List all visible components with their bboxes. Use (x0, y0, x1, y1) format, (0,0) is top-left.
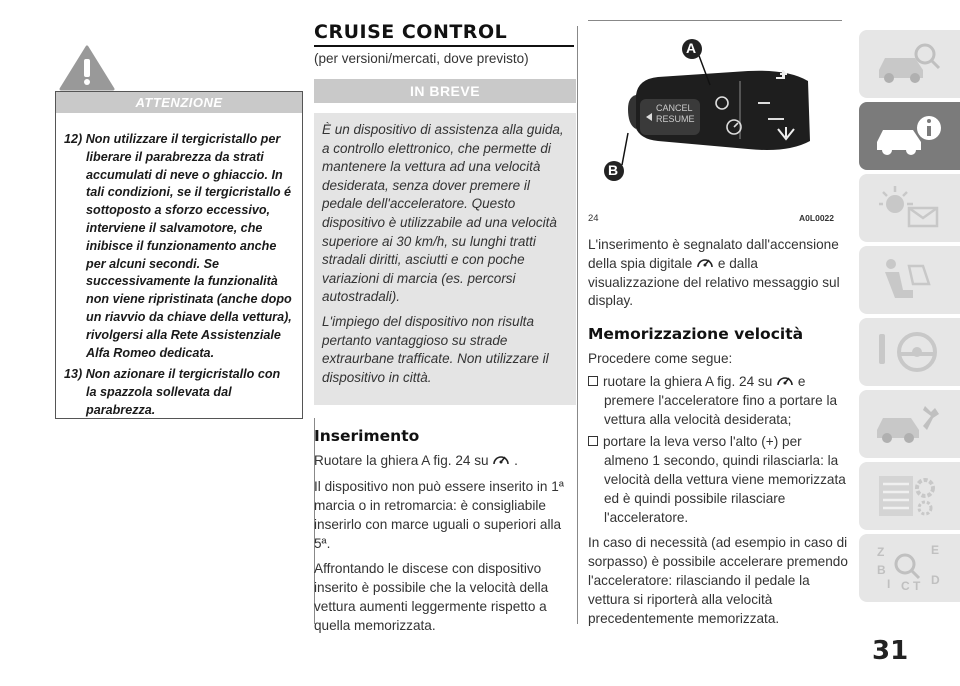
section-subtitle: (per versioni/mercati, dove previsto) (314, 51, 529, 66)
paragraph-text: Ruotare la ghiera A fig. 24 su (314, 453, 489, 469)
tab-car-info[interactable] (859, 102, 960, 170)
subsection-title-memorizzazione: Memorizzazione velocità (588, 325, 804, 344)
bullet-box-icon (588, 376, 598, 386)
section-title: CRUISE CONTROL (314, 20, 574, 47)
warning-triangle-icon (58, 44, 116, 92)
bullet-item (588, 373, 850, 429)
figure-stalk (588, 20, 842, 224)
cruise-stalk-illustration (588, 21, 842, 211)
brief-title: IN BREVE (314, 79, 576, 103)
column-cruise-control (314, 20, 576, 635)
bullet-text: ruotare la ghiera A fig. 24 su (603, 373, 773, 389)
figure-cancel-label: CANCEL (656, 103, 693, 113)
svg-text:Z: Z (877, 545, 885, 559)
paragraph: Procedere come segue: (588, 351, 733, 367)
bullet-text: e premere l'acceleratore fino a portare la vettura alla velocità desiderata; (604, 373, 838, 427)
figure-code: A0L0022 (799, 213, 834, 223)
figure-number: 24 (588, 213, 599, 224)
brief-paragraph: È un dispositivo di assistenza alla guida, a controllo elettronico, che permette di mantenere la vettura ad una velocità desiderata, senza dover premere il pedale dell'acceleratore. Questo dispositivo è utilizzabile ad una velocità superiore ai 30 km/h, su lunghi tratti stradali diritti, asciutti e con poche variazioni di marcia (es. percorsi autostradali). (322, 122, 564, 305)
paragraph (588, 236, 850, 311)
tab-car-search[interactable] (859, 30, 960, 98)
paragraph-text: L'inserimento è segnalato dall'accensione della spia digitale (588, 237, 839, 271)
svg-text:B: B (877, 563, 886, 577)
warning-lights-icon (873, 184, 943, 232)
warning-title: ATTENZIONE (56, 92, 302, 113)
svg-text:T: T (913, 579, 921, 592)
tab-index-letters[interactable] (859, 534, 960, 602)
column-memorizzazione (588, 20, 850, 628)
brief-paragraph: L'impiego del dispositivo non risulta pertanto vantaggioso su strade extraurbane trafficate. Non utilizzare il dispositivo in città. (322, 313, 549, 385)
page-number: 31 (872, 636, 909, 666)
chapter-tabs (859, 30, 960, 606)
svg-text:D: D (931, 573, 940, 587)
cruise-control-icon (776, 374, 794, 387)
cruise-control-icon (492, 453, 510, 466)
brief-box (314, 113, 576, 405)
car-wrench-icon (873, 400, 943, 448)
paragraph-text: e dalla visualizzazione del relativo messaggio sul display. (588, 255, 840, 309)
paragraph: In caso di necessità (ad esempio in caso di sorpasso) è possibile accelerare premendo l'acceleratore: rilasciando il pedale la vettura si riporterà alla velocità precedentemente memorizzata. (588, 535, 848, 626)
svg-text:C: C (901, 579, 910, 592)
warning-box (55, 91, 303, 419)
airbag-seat-icon (873, 256, 943, 304)
tab-checklist-gear[interactable] (859, 462, 960, 530)
tab-steering-wheel[interactable] (859, 318, 960, 386)
figure-label-b: B (608, 162, 619, 178)
warning-item: 12) Non utilizzare il tergicristallo per liberare il parabrezza da strati accumulati di neve o ghiaccio. In tali condizioni, se il tergicristallo é sottoposto a sforzo eccessivo, interviene il salvamotore, che inibisce il funzionamento anche per alcuni secondi. Se successivamente la funzionalità non viene ripristinata (anche dopo un riavvio da chiave della vettura), rivolgersi alla Rete Assistenziale Alfa Romeo dedicata. (64, 132, 292, 360)
bullet-text: portare la leva verso l'alto (+) per almeno 1 secondo, quindi rilasciarla: la velocità della vettura viene memorizzata ed è quindi possibile rilasciare l'acceleratore. (603, 434, 846, 525)
steering-wheel-icon (873, 328, 943, 376)
cruise-control-icon (696, 256, 714, 269)
warning-item: 13) Non azionare il tergicristallo con la spazzola sollevata dal parabrezza. (64, 367, 281, 417)
column-divider (577, 26, 578, 624)
car-info-icon (873, 112, 943, 160)
tab-car-wrench[interactable] (859, 390, 960, 458)
checklist-gear-icon (873, 472, 943, 520)
figure-label-a: A (686, 40, 697, 56)
paragraph: Il dispositivo non può essere inserito in 1ª marcia o in retromarcia: è consigliabile inserirlo con marce uguali o superiori alla 5ª. (314, 479, 564, 551)
bullet-box-icon (588, 436, 598, 446)
tab-warning-lights[interactable] (859, 174, 960, 242)
paragraph (314, 452, 576, 471)
svg-text:E: E (931, 544, 940, 557)
paragraph-text: . (514, 453, 518, 469)
index-letters-icon (873, 544, 943, 592)
bullet-item (588, 433, 850, 527)
figure-resume-label: RESUME (656, 114, 695, 124)
tab-airbag-seat[interactable] (859, 246, 960, 314)
paragraph: Affrontando le discese con dispositivo inserito è possibile che la velocità della vettura aumenti leggermente rispetto a quella memorizzata. (314, 561, 549, 633)
car-search-icon (873, 40, 943, 88)
warning-list (56, 113, 302, 420)
subsection-title-inserimento: Inserimento (314, 427, 420, 446)
svg-text:I: I (887, 577, 891, 591)
